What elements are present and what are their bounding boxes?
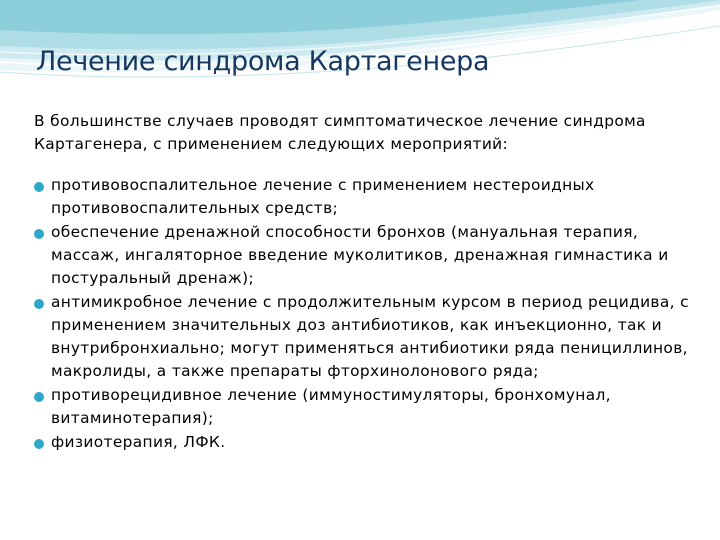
- bullet-dot-icon: [34, 439, 44, 449]
- list-item: [34, 221, 694, 290]
- list-item: [34, 431, 694, 454]
- list-item-text: физиотерапия, ЛФК.: [51, 433, 226, 451]
- slide-content: [34, 110, 694, 455]
- bullet-dot-icon: [34, 182, 44, 192]
- slide-title: Лечение синдрома Картагенера: [36, 46, 490, 77]
- list-item-text: противорецидивное лечение (иммуностимуляторы, бронхомунал, витаминотерапия);: [51, 386, 611, 427]
- list-item-text: антимикробное лечение с продолжительным курсом в период рецидива, с применением значительных доз антибиотиков, как инъекционно, так и внутрибронхиально; могут применяться антибиотики ряда пенициллинов, макролиды, а также препараты фторхинолонового ряда;: [51, 293, 689, 380]
- intro-paragraph: В большинстве случаев проводят симптоматическое лечение синдрома Картагенера, с применением следующих мероприятий:: [34, 112, 646, 153]
- treatment-list: [34, 174, 694, 454]
- bullet-dot-icon: [34, 229, 44, 239]
- list-item-text: противовоспалительное лечение с применением нестероидных противовоспалительных средств;: [51, 176, 595, 217]
- list-item: [34, 384, 694, 430]
- bullet-dot-icon: [34, 392, 44, 402]
- list-item-text: обеспечение дренажной способности бронхов (мануальная терапия, массаж, ингаляторное введение муколитиков, дренажная гимнастика и постуральный дренаж);: [51, 223, 669, 287]
- list-item: [34, 174, 694, 220]
- list-item: [34, 291, 694, 383]
- bullet-dot-icon: [34, 299, 44, 309]
